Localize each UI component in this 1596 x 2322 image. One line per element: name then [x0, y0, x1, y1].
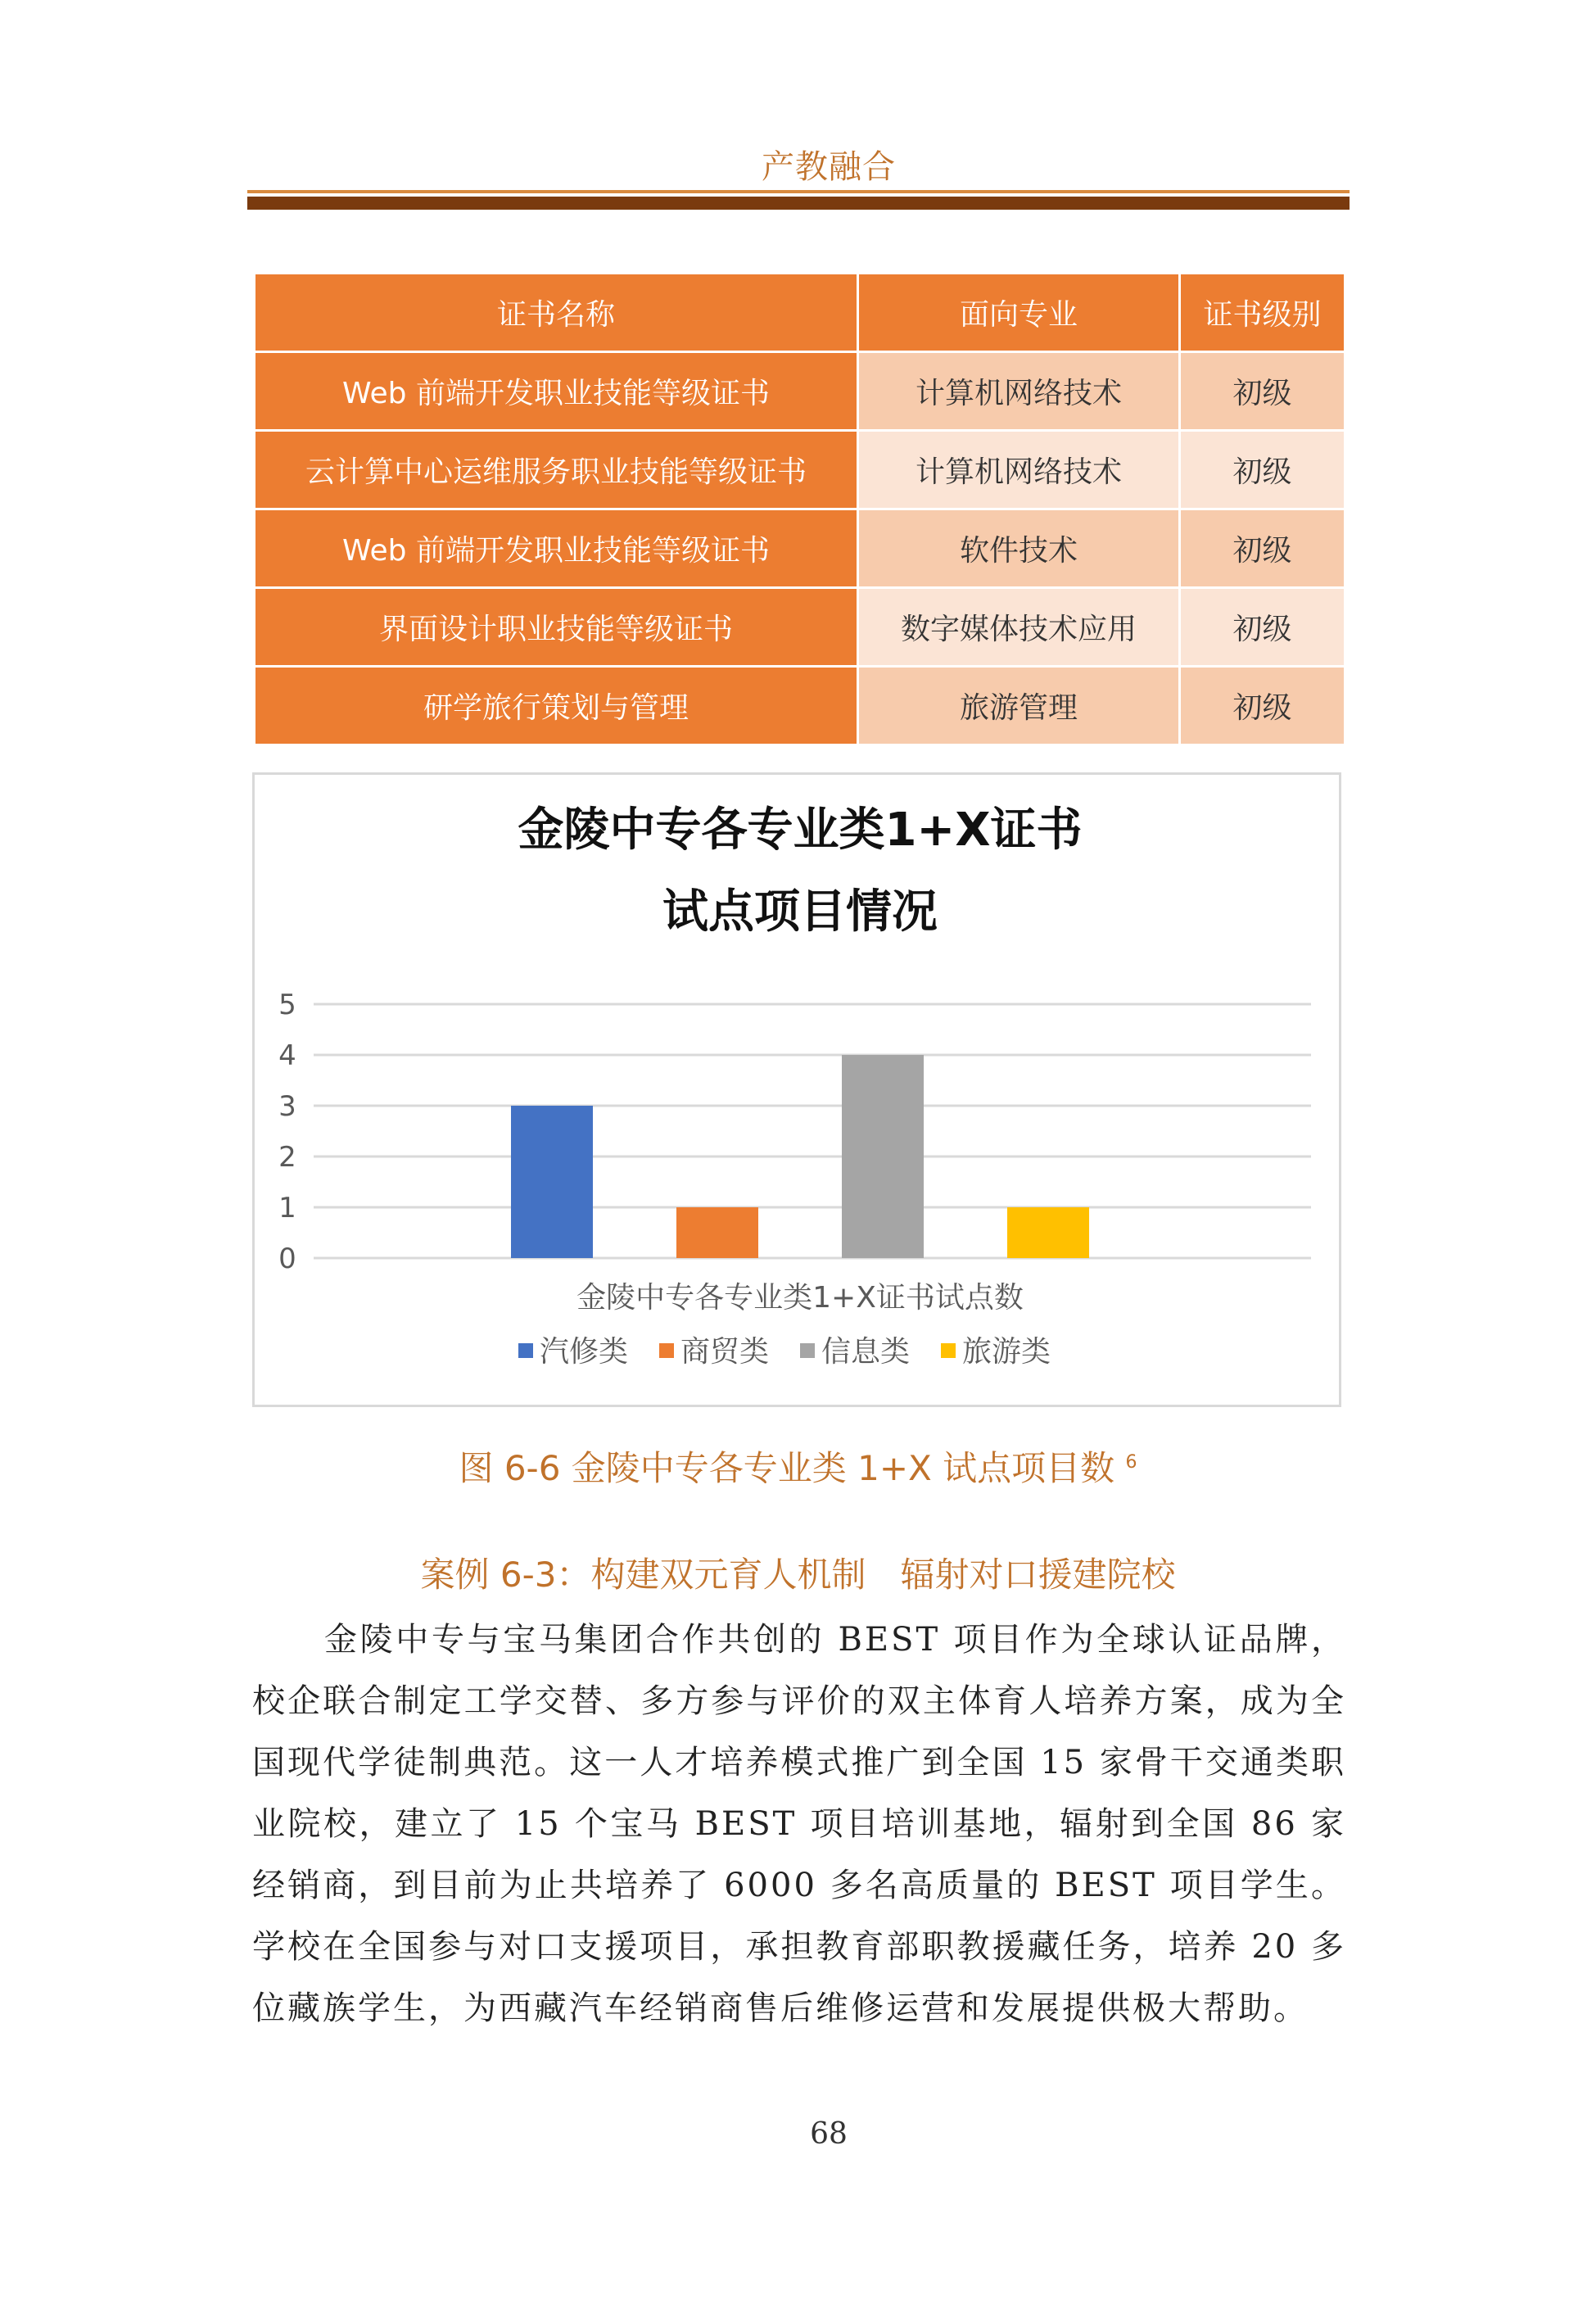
- bar-2: [676, 1207, 758, 1258]
- table-row: [255, 509, 1345, 588]
- legend-swatch: [659, 1343, 674, 1358]
- certificate-table: [253, 272, 1346, 746]
- table-row: [255, 431, 1345, 509]
- chart-gridlines: [278, 989, 1311, 1275]
- table-row: [255, 352, 1345, 431]
- chart-title-line-1: 金陵中专各专业类1+X证书: [518, 803, 1083, 857]
- figure-caption: [0, 1442, 1596, 1491]
- cell-cert-name: 云计算中心运维服务职业技能等级证书: [255, 431, 858, 509]
- cell-major: 计算机网络技术: [858, 352, 1180, 431]
- bar-4: [1007, 1207, 1089, 1258]
- chart-title-line-2: 试点项目情况: [662, 885, 938, 939]
- legend-label: 信息类: [821, 1335, 911, 1369]
- running-header-title: 产教融合: [762, 148, 896, 186]
- cell-level: 初级: [1180, 588, 1345, 667]
- figure-footnote-mark: 6: [1125, 1452, 1137, 1473]
- header-level: 证书级别: [1180, 274, 1345, 352]
- bar-chart-svg: [255, 775, 1339, 1405]
- legend-label: 商贸类: [680, 1335, 770, 1369]
- legend-swatch: [518, 1343, 533, 1358]
- cell-cert-name: 界面设计职业技能等级证书: [255, 588, 858, 667]
- figure-caption-text: 图 6-6 金陵中专各专业类 1+X 试点项目数: [459, 1448, 1115, 1488]
- legend-label: 旅游类: [962, 1335, 1051, 1369]
- x-category-label: 金陵中专各专业类1+X证书试点数: [576, 1281, 1024, 1315]
- y-tick-label: 5: [278, 989, 296, 1021]
- page-number: 68: [810, 2117, 848, 2151]
- bar-3: [842, 1055, 924, 1258]
- case-paragraph: 金陵中专与宝马集团合作共创的 BEST 项目作为全球认证品牌，校企联合制定工学交替、多方参与评价的双主体育人培养方案，成为全国现代学徒制典范。这一人才培养模式推广到全国 15 家骨干交通类职业院校，建立了 15 个宝马 BEST 项目培训基地，辐射到全国 86 家经销商，到目前为止共培养了 6000 多名高质量的 BEST 项目学生。学校在全国参与对口支援项目，承担教育部职教援藏任务，培养 20 多位藏族学生，为西藏汽车经销商售后维修运营和发展提供极大帮助。: [252, 1621, 1346, 2027]
- cell-level: 初级: [1180, 667, 1345, 745]
- y-tick-label: 4: [278, 1039, 296, 1072]
- legend-swatch: [941, 1343, 956, 1358]
- y-tick-label: 1: [278, 1192, 296, 1224]
- cell-cert-name: Web 前端开发职业技能等级证书: [255, 509, 858, 588]
- table-row: [255, 588, 1345, 667]
- cell-cert-name: Web 前端开发职业技能等级证书: [255, 352, 858, 431]
- y-tick-label: 0: [278, 1242, 296, 1275]
- y-tick-label: 2: [278, 1141, 296, 1174]
- y-tick-label: 3: [278, 1090, 296, 1123]
- chart-legend: [518, 1335, 1051, 1369]
- cell-major: 旅游管理: [858, 667, 1180, 745]
- cell-level: 初级: [1180, 352, 1345, 431]
- cell-major: 计算机网络技术: [858, 431, 1180, 509]
- cell-level: 初级: [1180, 509, 1345, 588]
- bar-chart: [252, 772, 1341, 1407]
- table-header-row: [255, 274, 1345, 352]
- table-row: [255, 667, 1345, 745]
- bar-1: [511, 1106, 593, 1258]
- cell-major: 软件技术: [858, 509, 1180, 588]
- cell-major: 数字媒体技术应用: [858, 588, 1180, 667]
- header-rule-thin: [247, 190, 1350, 193]
- legend-swatch: [800, 1343, 815, 1358]
- legend-label: 汽修类: [540, 1335, 629, 1369]
- header-rule-thick: [247, 197, 1350, 210]
- case-title: 案例 6-3：构建双元育人机制 辐射对口援建院校: [420, 1555, 1176, 1595]
- cell-cert-name: 研学旅行策划与管理: [255, 667, 858, 745]
- header-cert-name: 证书名称: [255, 274, 858, 352]
- header-major: 面向专业: [858, 274, 1180, 352]
- cell-level: 初级: [1180, 431, 1345, 509]
